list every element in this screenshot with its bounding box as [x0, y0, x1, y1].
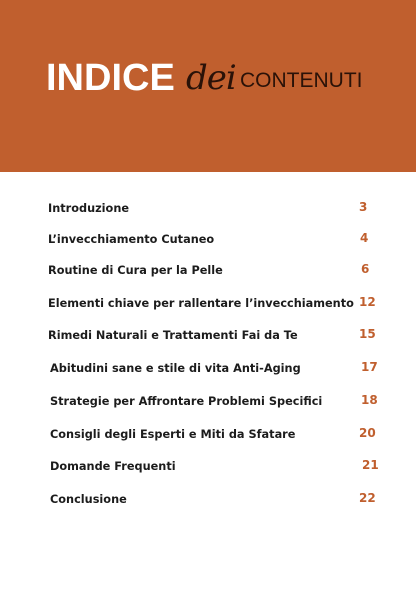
toc-item-consigli-esperti[interactable]	[0, 425, 416, 445]
toc-item-page: 6	[361, 262, 370, 276]
title-indice: INDICE	[46, 57, 175, 99]
toc-item-rimedi-naturali[interactable]	[0, 326, 416, 346]
toc-item-page: 22	[359, 491, 376, 505]
toc-item-label: Elementi chiave per rallentare l’invecchiamento	[48, 297, 354, 310]
toc-item-elementi-chiave[interactable]	[0, 294, 416, 314]
toc-item-page: 12	[359, 295, 376, 309]
toc-item-label: Conclusione	[50, 493, 127, 506]
toc-item-domande-frequenti[interactable]	[0, 457, 416, 477]
toc-item-introduzione[interactable]	[0, 199, 416, 219]
toc-item-label: Strategie per Affrontare Problemi Specifici	[50, 395, 323, 408]
toc-item-label: L’invecchiamento Cutaneo	[48, 233, 215, 246]
toc-item-invecchiamento-cutaneo[interactable]	[0, 230, 416, 250]
toc-item-label: Domande Frequenti	[50, 460, 176, 473]
toc-item-page: 17	[361, 360, 378, 374]
toc-item-routine[interactable]	[0, 261, 416, 281]
toc-item-label: Introduzione	[48, 202, 130, 215]
toc-item-conclusione[interactable]	[0, 490, 416, 510]
toc-item-page: 3	[359, 200, 368, 214]
header-banner	[0, 0, 416, 172]
toc-item-strategie[interactable]	[0, 392, 416, 412]
toc-item-label: Abitudini sane e stile di vita Anti-Aging	[50, 362, 301, 375]
toc-item-page: 18	[361, 393, 378, 407]
toc-item-page: 21	[362, 458, 379, 472]
title-dei: dei	[186, 58, 236, 98]
toc-item-label: Consigli degli Esperti e Miti da Sfatare	[50, 428, 296, 441]
toc-item-page: 15	[359, 327, 376, 341]
toc-item-abitudini-sane[interactable]	[0, 359, 416, 379]
toc-item-page: 20	[359, 426, 376, 440]
toc-item-label: Routine di Cura per la Pelle	[48, 264, 223, 277]
toc-item-label: Rimedi Naturali e Trattamenti Fai da Te	[48, 329, 298, 342]
title-contenuti: CONTENUTI	[240, 69, 363, 92]
toc-item-page: 4	[360, 231, 369, 245]
